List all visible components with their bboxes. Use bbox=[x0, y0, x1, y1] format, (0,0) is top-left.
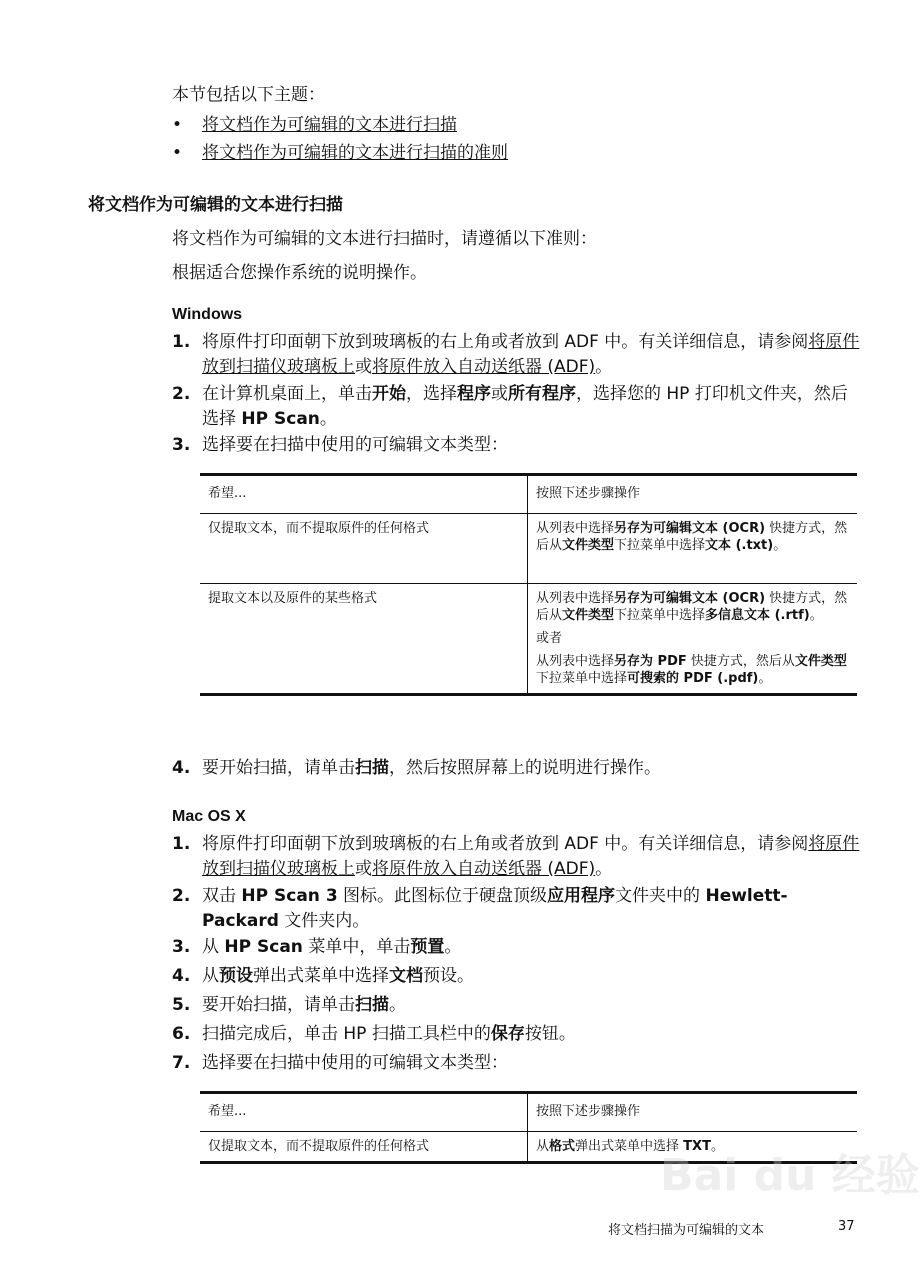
cell-bold: 文件类型 bbox=[562, 608, 615, 623]
scan-label: 扫描 bbox=[355, 995, 389, 1015]
bullet-icon: • bbox=[172, 143, 183, 163]
step-text: 或 bbox=[491, 384, 508, 404]
windows-step-4 bbox=[172, 756, 862, 781]
cell-text: 从列表中选择 bbox=[536, 521, 615, 536]
table-header-want: 希望... bbox=[200, 475, 528, 514]
cell-text: 从列表中选择 bbox=[536, 654, 615, 669]
baidu-watermark-icon bbox=[660, 1138, 920, 1208]
all-programs-label: 所有程序 bbox=[508, 384, 576, 404]
topic-link[interactable]: 将文档作为可编辑的文本进行扫描的准则 bbox=[202, 143, 508, 163]
table-cell: 提取文本以及原件的某些格式 bbox=[200, 584, 528, 695]
cell-text: 从列表中选择 bbox=[536, 591, 615, 606]
programs-label: 程序 bbox=[457, 384, 491, 404]
step-text: 文件夹中的 bbox=[615, 886, 706, 906]
step-text: 要开始扫描，请单击 bbox=[202, 995, 355, 1015]
cell-text: 。 bbox=[710, 1139, 724, 1154]
table-header-steps: 按照下述步骤操作 bbox=[528, 475, 858, 514]
cell-text: 下拉菜单中选择 bbox=[614, 608, 706, 623]
scan-label: 扫描 bbox=[355, 758, 389, 778]
cell-bold: 另存为可编辑文本 (OCR) bbox=[614, 591, 766, 606]
cell-bold: 多信息文本 (.rtf) bbox=[705, 608, 810, 623]
hewlett-packard-label: Hewlett-Packard bbox=[202, 886, 788, 931]
mac-step-4 bbox=[172, 964, 862, 989]
section-title: 将文档作为可编辑的文本进行扫描 bbox=[88, 195, 343, 215]
step-number: 5. bbox=[172, 995, 191, 1015]
cell-bold: 另存为可编辑文本 (OCR) bbox=[614, 521, 766, 536]
adf-link[interactable]: 将原件放入自动送纸器 (ADF) bbox=[372, 859, 596, 879]
step-text: 预设。 bbox=[423, 966, 474, 986]
step-text: 。 bbox=[595, 859, 613, 879]
step-number: 2. bbox=[172, 886, 191, 906]
step-text: 。 bbox=[389, 995, 406, 1015]
table-cell: 仅提取文本，而不提取原件的任何格式 bbox=[200, 1132, 528, 1163]
cell-text: 快捷方式，然后从 bbox=[536, 521, 848, 553]
step-text: 从 bbox=[202, 937, 225, 957]
step-text: 选择要在扫描中使用的可编辑文本类型： bbox=[202, 1053, 508, 1073]
table-cell: 仅提取文本，而不提取原件的任何格式 bbox=[200, 514, 528, 584]
step-number: 6. bbox=[172, 1024, 191, 1044]
mac-step-7 bbox=[172, 1051, 862, 1076]
adf-link[interactable]: 将原件放入自动送纸器 (ADF) bbox=[372, 357, 596, 377]
step-number: 3. bbox=[172, 435, 191, 455]
cell-text: 从 bbox=[536, 1139, 550, 1154]
step-number: 3. bbox=[172, 937, 191, 957]
step-text: 要开始扫描，请单击 bbox=[202, 758, 355, 778]
intro-text: 本节包括以下主题： bbox=[172, 85, 325, 105]
windows-step-2 bbox=[172, 382, 862, 432]
step-text: ，选择 bbox=[406, 384, 457, 404]
cell-bold: 文件类型 bbox=[794, 654, 847, 669]
table-row bbox=[200, 514, 857, 584]
save-label: 保存 bbox=[490, 1024, 525, 1044]
hp-scan-label: HP Scan bbox=[224, 937, 303, 957]
step-text: ，然后按照屏幕上的说明进行操作。 bbox=[389, 758, 661, 778]
step-number: 1. bbox=[172, 834, 191, 854]
document-label: 文档 bbox=[389, 966, 423, 986]
mac-heading: Mac OS X bbox=[172, 808, 246, 825]
windows-step-1 bbox=[172, 330, 862, 380]
step-text: 图标。此图标位于硬盘顶级 bbox=[337, 886, 548, 906]
step-text: 扫描完成后，单击 HP 扫描工具栏中的 bbox=[202, 1024, 491, 1044]
presets-label: 预设 bbox=[219, 966, 253, 986]
step-text: 将原件打印面朝下放到玻璃板的右上角或者放到 ADF 中。有关详细信息，请参阅 bbox=[202, 834, 809, 854]
table-cell bbox=[528, 584, 858, 695]
step-text: 选择要在扫描中使用的可编辑文本类型： bbox=[202, 435, 508, 455]
step-text: 在计算机桌面上，单击 bbox=[202, 384, 372, 404]
mac-step-2 bbox=[172, 884, 862, 934]
cell-text: 弹出式菜单中选择 bbox=[575, 1139, 684, 1154]
table-header-want: 希望... bbox=[200, 1093, 528, 1132]
cell-bold: 可搜索的 PDF (.pdf) bbox=[627, 671, 759, 686]
step-number: 4. bbox=[172, 966, 191, 986]
windows-options-table bbox=[200, 473, 857, 696]
cell-text: 快捷方式，然后从 bbox=[686, 654, 795, 669]
list-item bbox=[172, 141, 508, 169]
glass-link[interactable]: 将原件放到扫描仪玻璃板上 bbox=[202, 834, 860, 879]
step-number: 2. bbox=[172, 384, 191, 404]
table-row bbox=[200, 584, 857, 695]
step-text: 将原件打印面朝下放到玻璃板的右上角或者放到 ADF 中。有关详细信息，请参阅 bbox=[202, 332, 809, 352]
start-label: 开始 bbox=[372, 384, 406, 404]
table-header-row bbox=[200, 475, 857, 514]
step-text: 。 bbox=[595, 357, 613, 377]
step-text: 或 bbox=[355, 357, 372, 377]
cell-bold: 另存为 PDF bbox=[614, 654, 687, 669]
applications-label: 应用程序 bbox=[547, 886, 616, 906]
mac-step-6 bbox=[172, 1022, 862, 1047]
step-text: 。 bbox=[444, 937, 462, 957]
cell-bold: TXT bbox=[683, 1139, 711, 1154]
mac-step-1 bbox=[172, 832, 862, 882]
hp-scan-3-label: HP Scan 3 bbox=[241, 886, 338, 906]
step-text: 按钮。 bbox=[524, 1024, 576, 1044]
watermark-text: Bai du 经验 bbox=[660, 1150, 920, 1201]
windows-heading: Windows bbox=[172, 306, 243, 323]
cell-bold: 格式 bbox=[549, 1139, 576, 1154]
step-text: 双击 bbox=[202, 886, 242, 906]
cell-bold: 文本 (.txt) bbox=[705, 538, 774, 553]
step-text: 文件夹内。 bbox=[278, 911, 370, 931]
cell-text: 。 bbox=[809, 608, 823, 623]
preferences-label: 预置 bbox=[410, 937, 445, 957]
bullet-icon: • bbox=[172, 115, 183, 135]
step-number: 1. bbox=[172, 332, 191, 352]
cell-text: 或者 bbox=[536, 631, 563, 646]
step-text: 弹出式菜单中选择 bbox=[253, 966, 389, 986]
guideline-paragraph: 将文档作为可编辑的文本进行扫描时，请遵循以下准则： bbox=[172, 229, 597, 249]
page-number: 37 bbox=[838, 1219, 855, 1234]
step-number: 4. bbox=[172, 758, 191, 778]
cell-text: 下拉菜单中选择 bbox=[536, 671, 628, 686]
glass-link[interactable]: 将原件放到扫描仪玻璃板上 bbox=[202, 332, 860, 377]
topic-list bbox=[172, 113, 508, 169]
step-number: 7. bbox=[172, 1053, 191, 1073]
windows-step-3 bbox=[172, 433, 862, 458]
step-text: 从 bbox=[202, 966, 219, 986]
step-text: 菜单中，单击 bbox=[302, 937, 411, 957]
cell-text: 。 bbox=[758, 671, 772, 686]
instruction-paragraph: 根据适合您操作系统的说明操作。 bbox=[172, 263, 427, 283]
step-text: 或 bbox=[355, 859, 372, 879]
list-item bbox=[172, 113, 508, 141]
hp-scan-label: HP Scan bbox=[241, 409, 320, 429]
cell-text: 快捷方式，然后从 bbox=[536, 591, 848, 623]
table-header-row bbox=[200, 1093, 857, 1132]
step-text: ，选择您的 HP 打印机文件夹，然后选择 bbox=[202, 384, 848, 429]
table-header-steps: 按照下述步骤操作 bbox=[528, 1093, 858, 1132]
mac-step-3 bbox=[172, 935, 862, 960]
table-cell bbox=[528, 514, 858, 584]
mac-step-5 bbox=[172, 993, 862, 1018]
footer-section-title: 将文档扫描为可编辑的文本 bbox=[608, 1223, 765, 1238]
cell-text: 。 bbox=[773, 538, 787, 553]
cell-text: 下拉菜单中选择 bbox=[614, 538, 706, 553]
cell-bold: 文件类型 bbox=[562, 538, 615, 553]
topic-link[interactable]: 将文档作为可编辑的文本进行扫描 bbox=[202, 115, 457, 135]
step-text: 。 bbox=[319, 409, 337, 429]
